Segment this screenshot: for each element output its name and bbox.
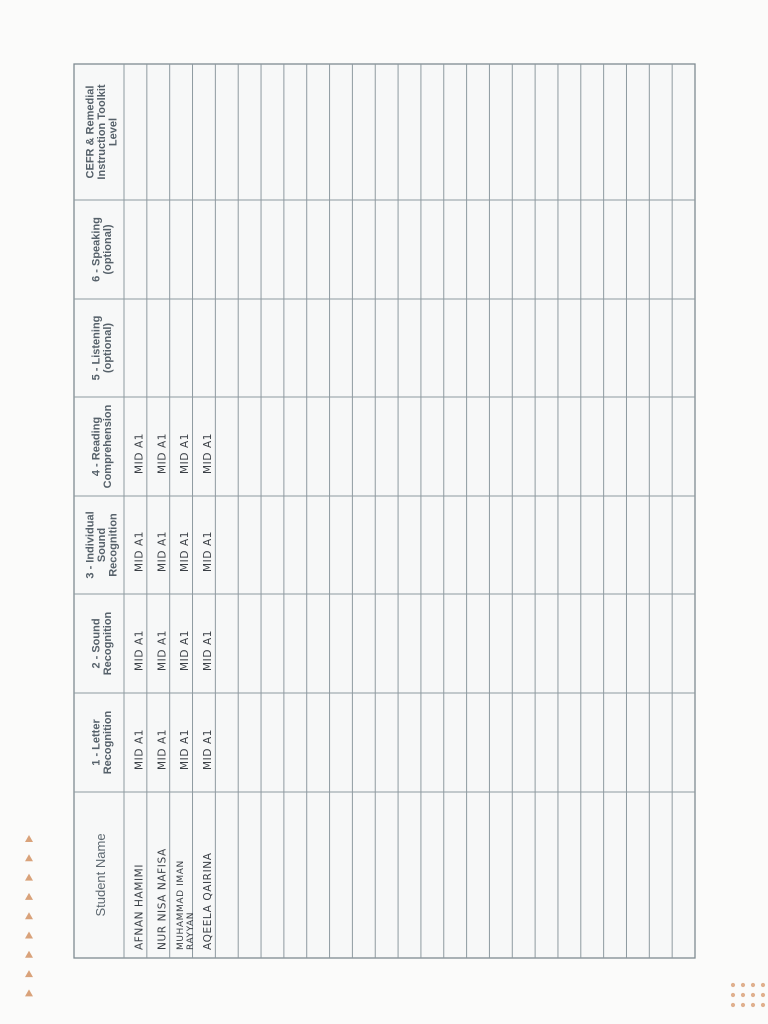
column-header-text: Student Name bbox=[93, 833, 108, 917]
arrow-marker-icon bbox=[25, 835, 33, 842]
dot-pattern-icon bbox=[751, 983, 755, 987]
student-name-text: MUHAMMAD IMAN bbox=[176, 860, 187, 950]
column-header-text: (optional) bbox=[101, 322, 114, 374]
score-cell-sound bbox=[156, 630, 168, 671]
column-header-text: 6 - Speaking bbox=[90, 217, 103, 282]
score-cell-individual bbox=[133, 531, 145, 572]
column-header-text: 4 - Reading bbox=[90, 416, 103, 477]
column-header-text: Recognition bbox=[101, 611, 114, 676]
arrow-marker-icon bbox=[25, 874, 33, 881]
score-value: MID A1 bbox=[179, 728, 192, 770]
score-value: MID A1 bbox=[133, 629, 146, 671]
arrow-marker-icon bbox=[25, 854, 33, 861]
dot-pattern-icon bbox=[761, 993, 765, 997]
score-cell-reading bbox=[202, 433, 214, 474]
score-cell-reading bbox=[133, 433, 145, 474]
column-header-text: Instruction Toolkit bbox=[96, 84, 108, 180]
dot-pattern-icon bbox=[741, 993, 745, 997]
column-header-text: 1 - Letter bbox=[90, 719, 103, 766]
score-value: MID A1 bbox=[179, 530, 192, 572]
score-value: MID A1 bbox=[179, 432, 192, 474]
column-header-2 bbox=[90, 710, 114, 774]
score-value: MID A1 bbox=[201, 629, 214, 671]
student-name bbox=[156, 848, 168, 950]
score-value: MID A1 bbox=[133, 432, 146, 474]
column-header-text: Recognition bbox=[107, 513, 120, 577]
student-name-text: RAYYAN bbox=[186, 911, 197, 950]
student-name-text: AFNAN HAMIMI bbox=[133, 863, 146, 950]
student-name-text: NUR NISA NAFISA bbox=[156, 848, 169, 950]
column-header-text: 5 - Listening bbox=[90, 315, 103, 381]
score-value: MID A1 bbox=[133, 530, 146, 572]
score-value: MID A1 bbox=[133, 728, 146, 770]
score-cell-reading bbox=[156, 433, 168, 474]
score-value: MID A1 bbox=[156, 728, 169, 770]
dot-pattern-icon bbox=[751, 993, 755, 997]
column-header-text: Comprehension bbox=[101, 404, 114, 489]
column-header-1 bbox=[93, 833, 108, 916]
arrow-marker-icon bbox=[25, 951, 33, 958]
score-cell-letter bbox=[156, 729, 168, 770]
arrow-marker-icon bbox=[25, 912, 33, 919]
column-header-7 bbox=[90, 217, 114, 282]
score-value: MID A1 bbox=[156, 530, 169, 572]
student-name-text: AQEELA QAIRINA bbox=[201, 852, 214, 950]
score-value: MID A1 bbox=[156, 629, 169, 671]
column-header-text: 3 - Individual bbox=[84, 511, 97, 579]
column-header-5 bbox=[90, 404, 114, 488]
table-frame bbox=[74, 64, 695, 958]
column-header-3 bbox=[90, 611, 114, 675]
score-value: MID A1 bbox=[201, 530, 214, 572]
dot-pattern-icon bbox=[731, 993, 735, 997]
dot-pattern-icon bbox=[741, 983, 745, 987]
score-cell-letter bbox=[133, 729, 145, 770]
score-cell-individual bbox=[179, 531, 191, 572]
dot-pattern-icon bbox=[761, 983, 765, 987]
column-header-text: Sound bbox=[96, 527, 108, 563]
column-header-text: (optional) bbox=[101, 224, 114, 275]
dot-pattern-icon bbox=[751, 1003, 755, 1007]
score-cell-letter bbox=[202, 729, 214, 770]
column-header-text: 2 - Sound bbox=[90, 618, 103, 669]
score-value: MID A1 bbox=[179, 629, 192, 671]
column-header-6 bbox=[90, 316, 114, 381]
score-value: MID A1 bbox=[156, 432, 169, 474]
column-header-text: Recognition bbox=[101, 710, 114, 775]
score-cell-individual bbox=[202, 531, 214, 572]
score-cell-sound bbox=[133, 630, 145, 671]
score-cell-sound bbox=[179, 630, 191, 671]
score-cell-individual bbox=[156, 531, 168, 572]
arrow-marker-icon bbox=[25, 989, 33, 996]
score-cell-letter bbox=[179, 729, 191, 770]
dot-pattern-icon bbox=[761, 1003, 765, 1007]
arrow-marker-icon bbox=[25, 970, 33, 977]
arrow-marker-icon bbox=[25, 893, 33, 900]
student-name bbox=[202, 852, 214, 950]
score-value: MID A1 bbox=[201, 432, 214, 474]
score-cell-sound bbox=[202, 630, 214, 671]
student-name bbox=[133, 864, 145, 950]
arrow-marker-icon bbox=[25, 932, 33, 939]
score-value: MID A1 bbox=[201, 728, 214, 770]
column-header-text: CEFR & Remedial bbox=[84, 85, 97, 179]
dot-pattern-icon bbox=[731, 1003, 735, 1007]
score-cell-reading bbox=[179, 433, 191, 474]
dot-pattern-icon bbox=[731, 983, 735, 987]
column-header-text: Level bbox=[107, 117, 120, 147]
dot-pattern-icon bbox=[741, 1003, 745, 1007]
